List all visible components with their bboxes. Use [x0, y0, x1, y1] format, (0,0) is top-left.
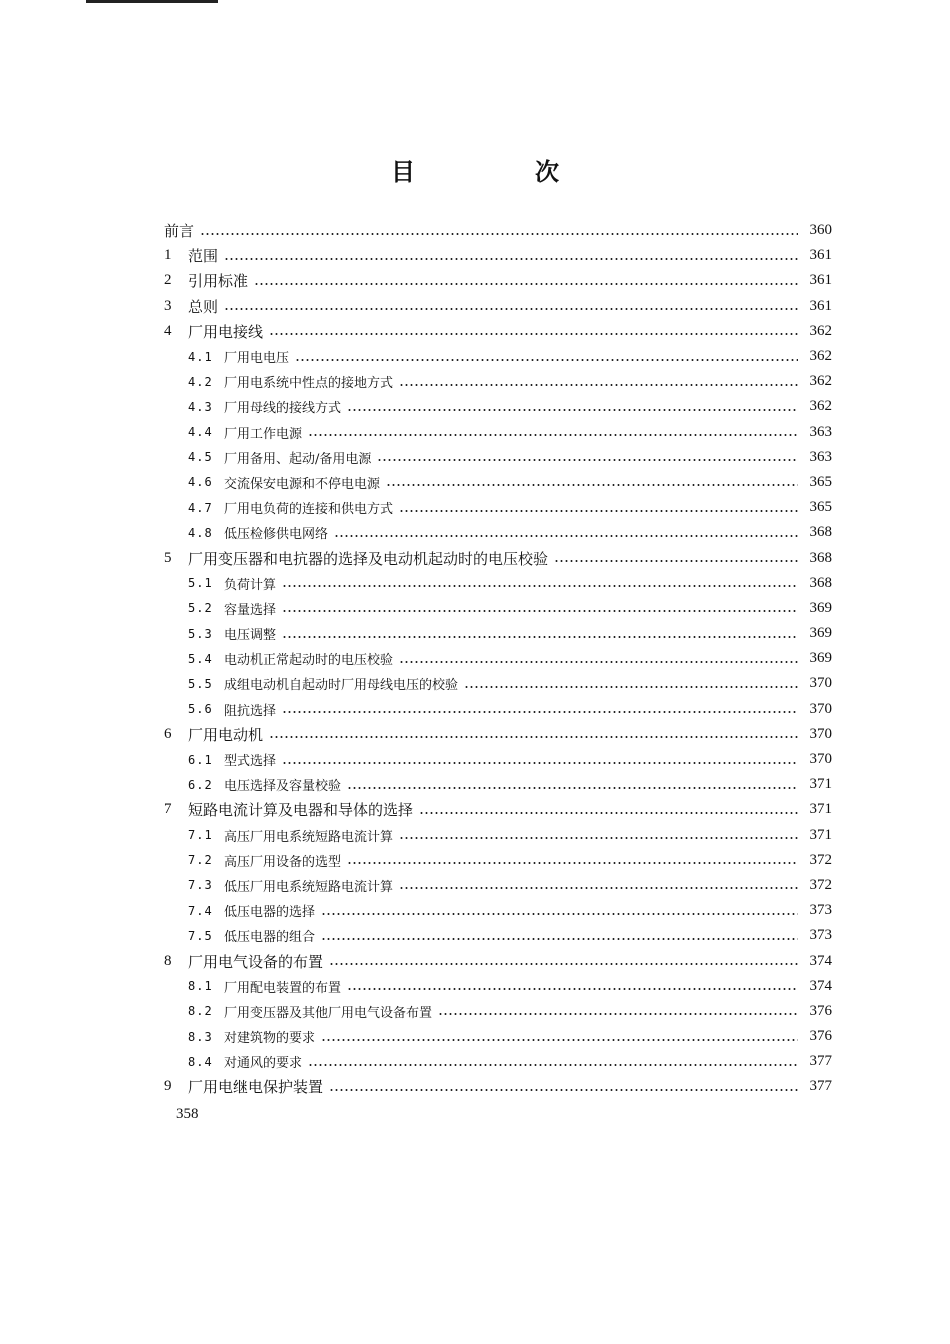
toc-entry[interactable] — [164, 948, 832, 973]
toc-entry-number: 9 — [164, 1078, 172, 1095]
toc-entry[interactable] — [164, 999, 832, 1024]
toc-entry-title: 阻抗选择 — [224, 703, 277, 719]
toc-entry-page: 371 — [809, 776, 832, 793]
toc-leader-dots — [321, 913, 798, 915]
toc-leader-dots — [321, 1039, 798, 1041]
toc-entry-page: 369 — [809, 650, 832, 667]
toc-entry[interactable] — [164, 470, 832, 495]
toc-entry-number: 6.1 — [188, 752, 213, 767]
toc-leader-dots — [399, 837, 798, 839]
toc-entry-page: 372 — [809, 876, 832, 893]
toc-entry-number: 2 — [164, 272, 172, 289]
toc-entry[interactable] — [164, 520, 832, 545]
toc-entry[interactable] — [164, 294, 832, 319]
table-of-contents — [164, 218, 832, 1100]
toc-entry[interactable] — [164, 1049, 832, 1074]
toc-entry-title: 厂用电系统中性点的接地方式 — [224, 376, 394, 392]
toc-entry-page: 365 — [809, 499, 832, 516]
toc-entry-title: 短路电流计算及电器和导体的选择 — [188, 801, 414, 820]
toc-entry-title: 型式选择 — [224, 754, 277, 770]
toc-entry-title: 总则 — [188, 297, 219, 316]
toc-entry-page: 360 — [809, 222, 832, 239]
toc-entry-title: 厂用电接线 — [188, 322, 264, 341]
toc-entry-title: 电压选择及容量校验 — [224, 779, 342, 795]
toc-entry[interactable] — [164, 420, 832, 445]
toc-leader-dots — [295, 359, 798, 361]
toc-entry-title: 高压厂用设备的选型 — [224, 854, 342, 870]
toc-entry-page: 370 — [809, 725, 832, 742]
toc-entry-title: 负荷计算 — [224, 577, 277, 593]
toc-entry-page: 361 — [809, 272, 832, 289]
toc-entry-number: 3 — [164, 297, 172, 314]
toc-entry-page: 361 — [809, 297, 832, 314]
toc-entry-title: 电动机正常起动时的电压校验 — [224, 653, 394, 669]
toc-entry-title: 厂用工作电源 — [224, 426, 303, 442]
toc-entry-page: 370 — [809, 675, 832, 692]
toc-entry-number: 4.4 — [188, 425, 213, 440]
top-rule — [86, 0, 218, 3]
toc-entry-page: 374 — [809, 952, 832, 969]
toc-leader-dots — [399, 887, 798, 889]
toc-leader-dots — [399, 661, 798, 663]
toc-entry-title: 前言 — [164, 222, 195, 241]
toc-entry[interactable] — [164, 394, 832, 419]
toc-leader-dots — [334, 535, 798, 537]
toc-entry-title: 电压调整 — [224, 628, 277, 644]
toc-entry[interactable] — [164, 1074, 832, 1099]
toc-leader-dots — [329, 1089, 798, 1091]
toc-leader-dots — [269, 333, 798, 335]
toc-entry-number: 5.1 — [188, 576, 213, 591]
toc-entry-number: 8.3 — [188, 1029, 213, 1044]
toc-entry-number: 5.6 — [188, 702, 213, 717]
toc-entry-page: 362 — [809, 348, 832, 365]
toc-entry-page: 376 — [809, 1028, 832, 1045]
toc-entry[interactable] — [164, 898, 832, 923]
toc-entry-page: 377 — [809, 1053, 832, 1070]
toc-leader-dots — [419, 812, 798, 814]
toc-entry-title: 成组电动机自起动时厂用母线电压的校验 — [224, 678, 459, 694]
toc-entry-page: 362 — [809, 373, 832, 390]
toc-entry-number: 4.6 — [188, 475, 213, 490]
toc-entry-title: 厂用母线的接线方式 — [224, 401, 342, 417]
toc-entry-number: 6.2 — [188, 777, 213, 792]
toc-leader-dots — [464, 686, 798, 688]
toc-entry-number: 5 — [164, 549, 172, 566]
toc-entry-title: 低压厂用电系统短路电流计算 — [224, 879, 394, 895]
toc-entry-number: 4.3 — [188, 399, 213, 414]
page-title: 目 次 — [391, 158, 607, 186]
toc-entry-number: 8 — [164, 952, 172, 969]
toc-entry-number: 4 — [164, 322, 172, 339]
toc-entry-number: 7.1 — [188, 828, 213, 843]
toc-entry-title: 厂用变压器和电抗器的选择及电动机起动时的电压校验 — [188, 549, 549, 568]
toc-entry[interactable] — [164, 369, 832, 394]
toc-entry-page: 365 — [809, 473, 832, 490]
toc-entry-title: 厂用电电压 — [224, 351, 290, 367]
toc-entry-page: 373 — [809, 927, 832, 944]
toc-entry-number: 1 — [164, 247, 172, 264]
toc-entry-page: 361 — [809, 247, 832, 264]
toc-entry-page: 374 — [809, 977, 832, 994]
toc-entry-page: 363 — [809, 448, 832, 465]
toc-entry-title: 低压检修供电网络 — [224, 527, 329, 543]
toc-entry-title: 厂用电气设备的布置 — [188, 952, 324, 971]
toc-entry-title: 厂用电继电保护装置 — [188, 1078, 324, 1097]
toc-entry-title: 厂用变压器及其他厂用电气设备布置 — [224, 1005, 433, 1021]
toc-entry-page: 369 — [809, 599, 832, 616]
toc-entry-page: 362 — [809, 322, 832, 339]
toc-leader-dots — [329, 963, 798, 965]
toc-entry-title: 低压电器的选择 — [224, 905, 316, 921]
toc-entry-number: 7.2 — [188, 853, 213, 868]
toc-entry[interactable] — [164, 797, 832, 822]
toc-entry-page: 368 — [809, 524, 832, 541]
toc-entry-number: 7 — [164, 801, 172, 818]
toc-leader-dots — [282, 636, 798, 638]
toc-entry-number: 5.2 — [188, 601, 213, 616]
toc-entry-number: 8.4 — [188, 1054, 213, 1069]
toc-entry[interactable] — [164, 344, 832, 369]
toc-entry[interactable] — [164, 923, 832, 948]
toc-leader-dots — [224, 258, 798, 260]
toc-leader-dots — [254, 283, 798, 285]
toc-entry-number: 7.5 — [188, 928, 213, 943]
toc-leader-dots — [321, 938, 798, 940]
toc-leader-dots — [438, 1013, 798, 1015]
toc-leader-dots — [282, 711, 798, 713]
toc-entry-number: 4.7 — [188, 500, 213, 515]
toc-leader-dots — [347, 988, 798, 990]
toc-leader-dots — [200, 233, 798, 235]
toc-entry-title: 范围 — [188, 247, 219, 266]
toc-entry-page: 368 — [809, 574, 832, 591]
toc-entry-page: 362 — [809, 398, 832, 415]
toc-entry-title: 厂用配电装置的布置 — [224, 980, 342, 996]
toc-entry-number: 5.4 — [188, 651, 213, 666]
toc-leader-dots — [282, 585, 798, 587]
toc-entry[interactable] — [164, 268, 832, 293]
toc-entry[interactable] — [164, 974, 832, 999]
toc-entry[interactable] — [164, 218, 832, 243]
toc-entry-page: 371 — [809, 801, 832, 818]
toc-entry-title: 厂用电动机 — [188, 725, 264, 744]
toc-entry[interactable] — [164, 873, 832, 898]
toc-entry-page: 369 — [809, 625, 832, 642]
toc-entry[interactable] — [164, 772, 832, 797]
toc-leader-dots — [282, 762, 798, 764]
toc-entry[interactable] — [164, 1024, 832, 1049]
toc-leader-dots — [386, 484, 798, 486]
toc-entry[interactable] — [164, 445, 832, 470]
toc-entry-page: 376 — [809, 1002, 832, 1019]
toc-entry-page: 370 — [809, 700, 832, 717]
toc-leader-dots — [377, 459, 798, 461]
toc-leader-dots — [347, 862, 798, 864]
toc-leader-dots — [399, 384, 798, 386]
toc-leader-dots — [224, 308, 798, 310]
toc-leader-dots — [308, 1064, 798, 1066]
toc-entry-title: 厂用备用、起动/备用电源 — [224, 451, 372, 467]
toc-entry[interactable] — [164, 243, 832, 268]
toc-entry-title: 低压电器的组合 — [224, 930, 316, 946]
toc-leader-dots — [269, 736, 798, 738]
toc-entry-title: 交流保安电源和不停电电源 — [224, 476, 381, 492]
toc-entry-number: 6 — [164, 725, 172, 742]
toc-leader-dots — [347, 787, 798, 789]
toc-entry-number: 4.5 — [188, 450, 213, 465]
toc-entry[interactable] — [164, 571, 832, 596]
toc-entry-title: 厂用电负荷的连接和供电方式 — [224, 502, 394, 518]
toc-entry-title: 高压厂用电系统短路电流计算 — [224, 829, 394, 845]
toc-entry-page: 368 — [809, 549, 832, 566]
toc-entry[interactable] — [164, 848, 832, 873]
toc-entry-page: 370 — [809, 751, 832, 768]
toc-entry[interactable] — [164, 495, 832, 520]
toc-entry-number: 4.8 — [188, 525, 213, 540]
toc-entry-title: 对通风的要求 — [224, 1056, 303, 1072]
toc-entry[interactable] — [164, 545, 832, 570]
toc-entry-number: 8.2 — [188, 1004, 213, 1019]
toc-entry-number: 4.1 — [188, 349, 213, 364]
toc-entry[interactable] — [164, 596, 832, 621]
toc-entry[interactable] — [164, 823, 832, 848]
toc-entry-title: 容量选择 — [224, 602, 277, 618]
toc-leader-dots — [554, 560, 798, 562]
toc-entry-page: 363 — [809, 423, 832, 440]
toc-entry-number: 7.3 — [188, 878, 213, 893]
toc-entry-page: 377 — [809, 1078, 832, 1095]
page-number: 358 — [176, 1106, 199, 1122]
toc-leader-dots — [282, 610, 798, 612]
toc-entry-page: 372 — [809, 851, 832, 868]
toc-leader-dots — [308, 434, 798, 436]
toc-entry[interactable] — [164, 621, 832, 646]
toc-entry-number: 5.5 — [188, 676, 213, 691]
toc-entry-number: 5.3 — [188, 626, 213, 641]
toc-entry-title: 对建筑物的要求 — [224, 1031, 316, 1047]
toc-entry-page: 371 — [809, 826, 832, 843]
toc-leader-dots — [347, 409, 798, 411]
toc-entry[interactable] — [164, 722, 832, 747]
toc-entry[interactable] — [164, 697, 832, 722]
toc-entry-page: 373 — [809, 902, 832, 919]
toc-entry-title: 引用标准 — [188, 272, 249, 291]
toc-entry[interactable] — [164, 646, 832, 671]
toc-entry-number: 4.2 — [188, 374, 213, 389]
toc-entry[interactable] — [164, 319, 832, 344]
toc-entry[interactable] — [164, 671, 832, 696]
toc-entry-number: 7.4 — [188, 903, 213, 918]
toc-entry[interactable] — [164, 747, 832, 772]
toc-leader-dots — [399, 510, 798, 512]
toc-entry-number: 8.1 — [188, 979, 213, 994]
